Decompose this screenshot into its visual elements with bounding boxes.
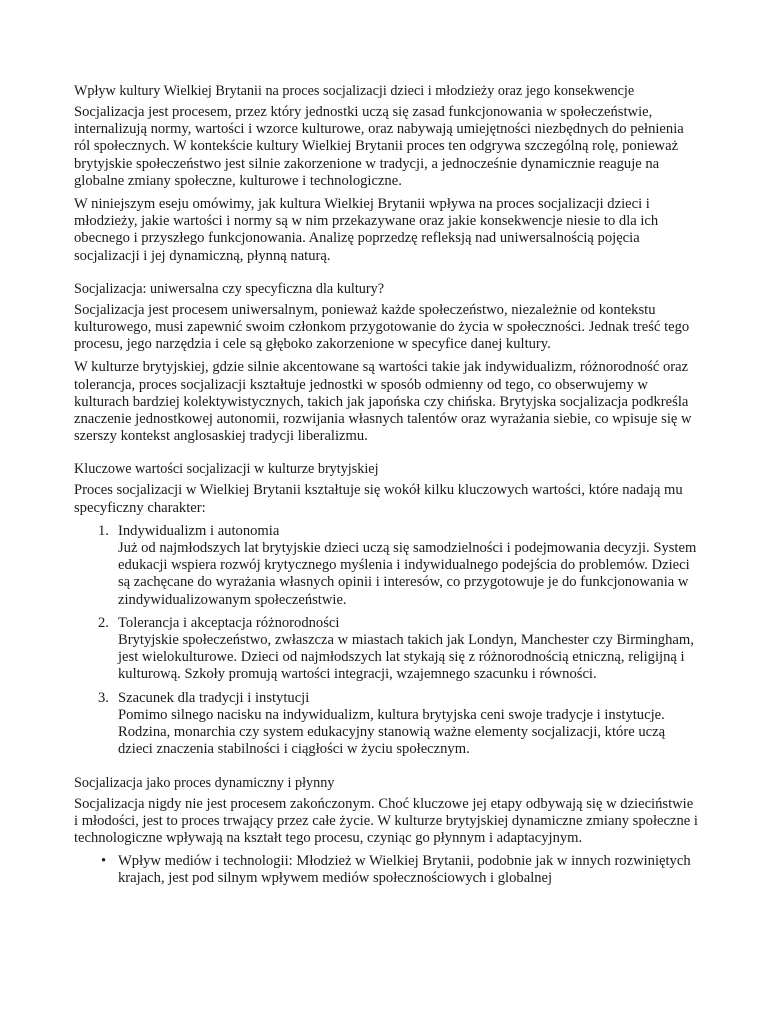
section-heading-universal: Socjalizacja: uniwersalna czy specyficzna dla kultury? bbox=[74, 280, 385, 297]
list-item bbox=[74, 853, 699, 887]
section3-paragraph: Socjalizacja nigdy nie jest procesem zakończonym. Choć kluczowe jej etapy odbywają się w dzieciństwie i młodości, jest to proces trwający przez całe życie. W kulturze brytyjskiej dynamiczne zmiany społeczne i technologiczne wpływają na kształt tego procesu, czyniąc go płynnym i adaptacyjnym. bbox=[74, 795, 698, 846]
list-item-title: Tolerancja i akceptacja różnorodności bbox=[118, 614, 340, 631]
key-values-list bbox=[74, 523, 699, 759]
list-item-body: Już od najmłodszych lat brytyjskie dzieci uczą się samodzielności i podejmowania decyzji. System edukacji wspiera rozwój krytycznego myślenia i indywidualnego podejścia do problemów. Dzieci są zachęcane do wyrażania własnych opinii i interesów, co przygotowuje je do funkcjonowania w zindywidualizowanym społeczeństwie. bbox=[118, 540, 697, 608]
list-item bbox=[74, 523, 699, 609]
section-heading-key-values: Kluczowe wartości socjalizacji w kulturze brytyjskiej bbox=[74, 461, 379, 478]
list-number: 2. bbox=[98, 614, 109, 631]
list-item bbox=[74, 690, 699, 759]
section-heading-dynamic: Socjalizacja jako proces dynamiczny i płynny bbox=[74, 774, 335, 791]
document-title: Wpływ kultury Wielkiej Brytanii na proces socjalizacji dzieci i młodzieży oraz jego konsekwencje bbox=[74, 83, 635, 99]
list-item-title: Szacunek dla tradycji i instytucji bbox=[118, 689, 310, 706]
list-item-body: Brytyjskie społeczeństwo, zwłaszcza w miastach takich jak Londyn, Manchester czy Birmingham, jest wielokulturowe. Dzieci od najmłodszych lat stykają się z różnorodnością etniczną, religijną i kulturową. Szkoły promują wartości integracji, wzajemnego szacunku i równości. bbox=[118, 632, 694, 683]
intro-paragraph-1: Socjalizacja jest procesem, przez który jednostki uczą się zasad funkcjonowania w społeczeństwie, internalizują normy, wartości i wzorce kulturowe, oraz nabywają umiejętności niezbędnych do pełnienia ról społecznych. W kontekście kultury Wielkiej Brytanii proces ten odgrywa szczególną rolę, ponieważ brytyjskie społeczeństwo jest silnie zakorzenione w tradycji, a jednocześnie dynamicznie reaguje na globalne zmiany społeczne, kulturowe i technologiczne. bbox=[74, 104, 684, 189]
section1-paragraph-2: W kulturze brytyjskiej, gdzie silnie akcentowane są wartości takie jak indywidualizm, różnorodność oraz tolerancja, proces socjalizacji kształtuje jednostki w sposób odmienny od tego, co obserwujemy w kulturach bardziej kolektywistycznych, takich jak japońska czy chińska. Brytyjska socjalizacja podkreśla znaczenie jednostkowej autonomii, rozwijania własnych talentów oraz wyrażania siebie, co wpisuje się w szerszy kontekst anglosaskiej tradycji liberalizmu. bbox=[74, 359, 692, 445]
list-number: 3. bbox=[98, 689, 109, 706]
list-number: 1. bbox=[98, 522, 109, 539]
intro-paragraph-2: W niniejszym eseju omówimy, jak kultura Wielkiej Brytanii wpływa na proces socjalizacji dzieci i młodzieży, jakie wartości i normy są w nim przekazywane oraz jakie konsekwencje niesie to dla ich obecnego i przyszłego funkcjonowania. Analizę poprzedzę refleksją nad uniwersalnością pojęcia socjalizacji i jej dynamiczną, płynną naturą. bbox=[74, 196, 659, 264]
bullet-text: Wpływ mediów i technologii: Młodzież w Wielkiej Brytanii, podobnie jak w innych rozwiniętych krajach, jest pod silnym wpływem mediów społecznościowych i globalnej bbox=[118, 853, 691, 887]
section2-lead: Proces socjalizacji w Wielkiej Brytanii kształtuje się wokół kilku kluczowych wartości, które nadają mu specyficzny charakter: bbox=[74, 482, 683, 516]
list-item bbox=[74, 615, 699, 684]
document-page bbox=[74, 83, 699, 888]
section1-paragraph-1: Socjalizacja jest procesem uniwersalnym, ponieważ każde społeczeństwo, niezależnie od kontekstu kulturowego, musi zapewnić swoim członkom przygotowanie do życia w społeczności. Jednak treść tego procesu, jego narzędzia i cele są głęboko zakorzenione w specyfice danej kultury. bbox=[74, 301, 690, 353]
bullet-marker: • bbox=[101, 853, 107, 870]
dynamic-bullet-list bbox=[74, 853, 699, 887]
list-item-body: Pomimo silnego nacisku na indywidualizm, kultura brytyjska ceni swoje tradycje i instytucje. Rodzina, monarchia czy system edukacyjny stanowią ważne elementy socjalizacji, które uczą dzieci znaczenia stabilności i ciągłości w życiu społecznym. bbox=[118, 706, 666, 758]
list-item-title: Indywidualizm i autonomia bbox=[118, 522, 280, 539]
